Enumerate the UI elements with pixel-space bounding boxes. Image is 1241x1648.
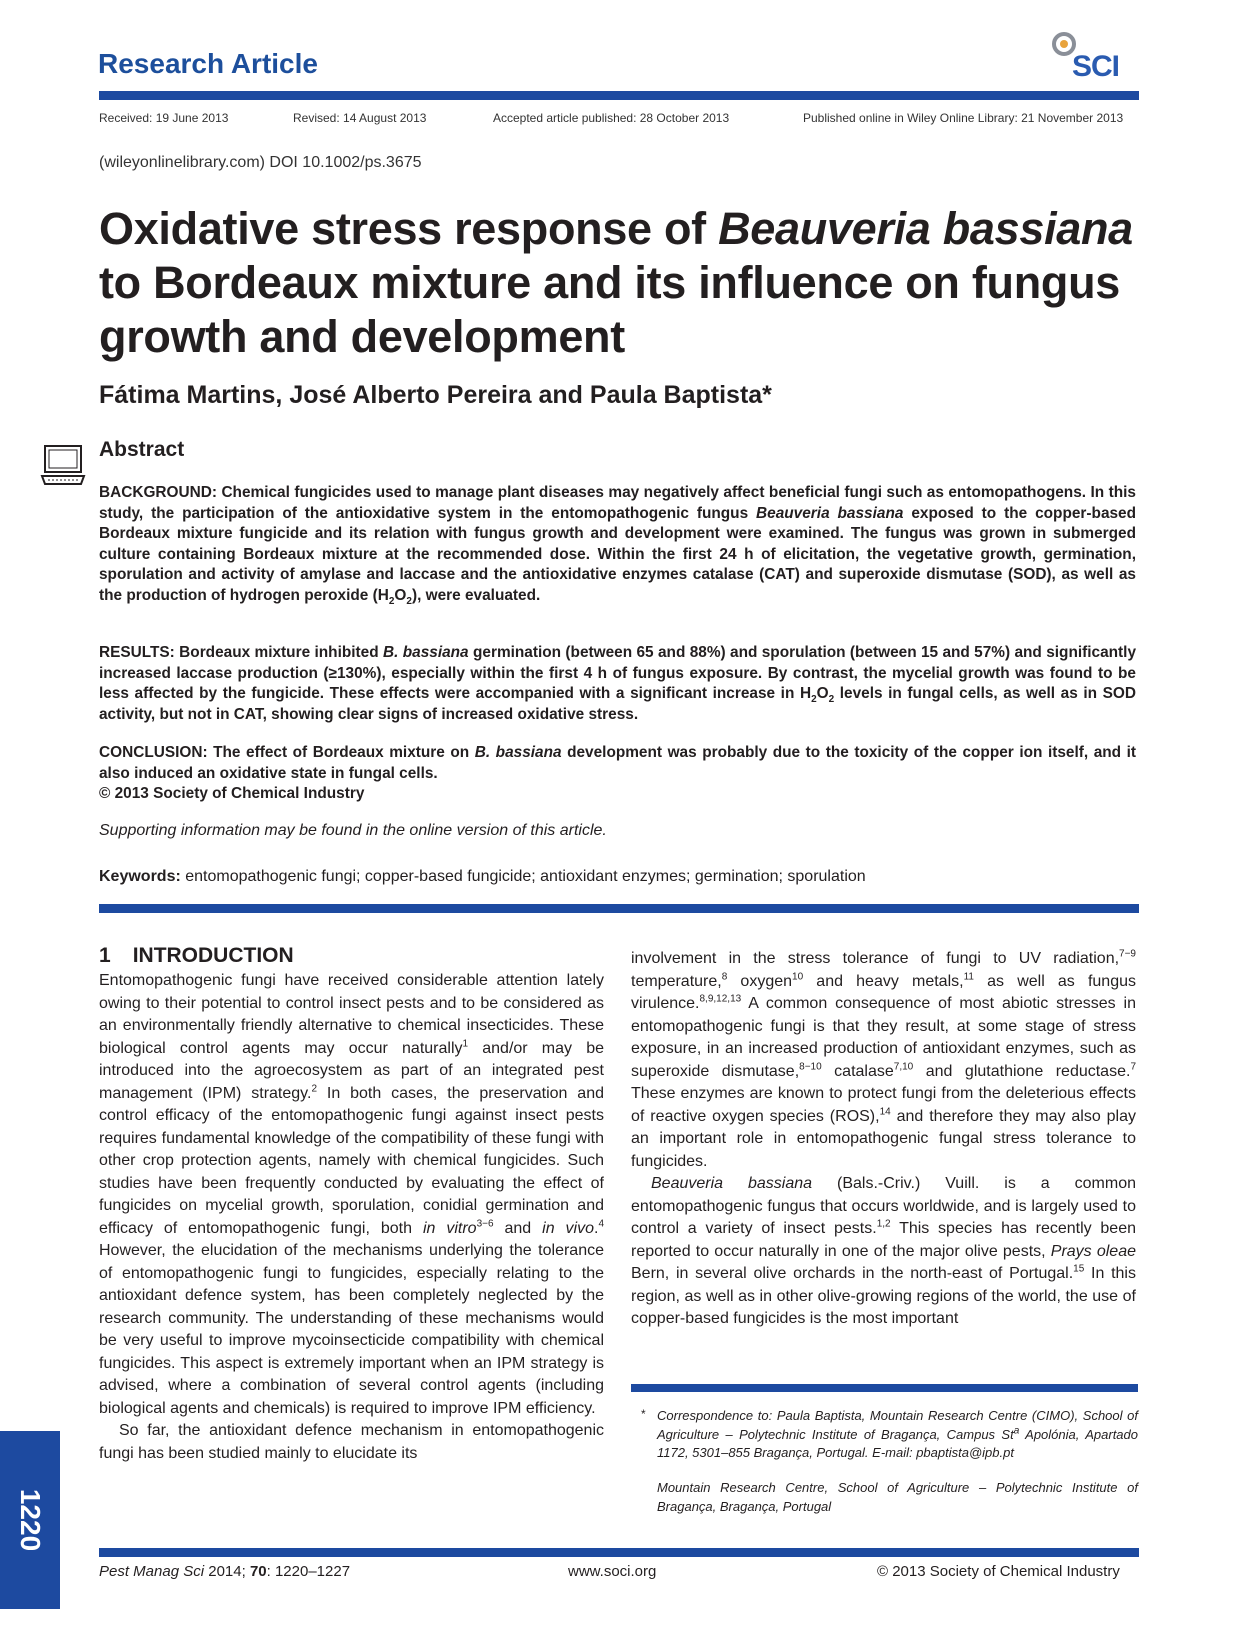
- intro-paragraph: Beauveria bassiana (Bals.-Criv.) Vuill. is a common entomopathogenic fungus that occurs worldwide, and is largely used to control a variety of insect pests.$^{1,2}$ This species has recently been reported to occur naturally in one of the major olive pests, Prays oleae Bern, in several olive orchards in the north-east of Portugal.$^{15}$ In this region, as well as in other olive-growing regions of the world, the use of copper-based fungicides is the most important: [631, 1175, 1137, 1327]
- sci-logo: [1050, 30, 1140, 82]
- abstract-results: RESULTS: Bordeaux mixture inhibited B. bassiana germination (between 65 and 88%) and sporulation (between 15 and 57%) and significantly increased laccase production (≥130%), especially within the first 4 h of fungus exposure. By contrast, the mycelial growth was found to be less affected by the fungicide. These effects were accompanied with a significant increase in $H_2O_2$ levels in fungal cells, as well as in SOD activity, but not in CAT, showing clear signs of increased oxidative stress.: [99, 644, 1136, 723]
- received-date: Received: 19 June 2013: [99, 111, 229, 125]
- supporting-info: Supporting information may be found in the online version of this article.: [99, 822, 607, 839]
- left-column: [99, 970, 604, 1465]
- page-number-tab: [0, 1431, 60, 1609]
- title-part1: Oxidative stress response of: [99, 203, 719, 254]
- sci-logo-text: SCI: [1072, 50, 1120, 83]
- doi[interactable]: (wileyonlinelibrary.com) DOI 10.1002/ps.3675: [99, 154, 422, 171]
- abstract-heading: Abstract: [99, 438, 185, 461]
- article-title: [99, 202, 1139, 364]
- journal-website[interactable]: www.soci.org: [568, 1563, 657, 1580]
- correspondence-rule: [631, 1384, 1138, 1392]
- affiliation-note: Mountain Research Centre, School of Agriculture – Polytechnic Institute of Bragança, Bragança, Portugal: [657, 1480, 1138, 1514]
- page-number: 1220: [15, 1488, 46, 1552]
- abstract-rule: [99, 904, 1139, 913]
- authors: Fátima Martins, José Alberto Pereira and Paula Baptista*: [99, 381, 772, 409]
- correspondence-marker: *: [641, 1407, 646, 1421]
- intro-paragraph: involvement in the stress tolerance of fungi to UV radiation,$^{7-9}$ temperature,$^8$ oxygen$^{10}$ and heavy metals,$^{11}$ as well as fungus virulence.$^{8,9,12,13}$ A common consequence of most abiotic stresses in entomopathogenic fungi is that they result, at some stage of stress exposure, in an increased production of antioxidant enzymes, such as superoxide dismutase,$^{8-10}$ catalase$^{7,10}$ and glutathione reductase.$^7$ These enzymes are known to protect fungi from the deleterious effects of reactive oxygen species (ROS),$^{14}$ and therefore they may also play an important role in entomopathogenic fungal stress tolerance to fungicides.: [631, 948, 1136, 1170]
- intro-paragraph: Entomopathogenic fungi have received considerable attention lately owing to their potential to control insect pests and to be considered as an environmentally friendly alternative to chemical insecticides. These biological control agents may occur naturally$^1$ and/or may be introduced into the agroecosystem as part of an integrated pest management (IPM) strategy.$^2$ In both cases, the preservation and control efficacy of the entomopathogenic fungi against insect pests requires fundamental knowledge of the compatibility of these fungi with other crop protection agents, namely with chemical fungicides. Such studies have been frequently conducted by evaluating the effect of fungicides on mycelial growth, sporulation, conidial germination and efficacy of entomopathogenic fungi, both in vitro$^{3-6}$ and in vivo.$^4$ However, the elucidation of the mechanisms underlying the tolerance of entomopathogenic fungi to fungicides, especially relating to the antioxidant defence system, has been completely neglected by the research community. The understanding of these mechanisms would be very useful to improve mycoinsecticide compatibility with chemical fungicides. This aspect is extremely important when an IPM strategy is advised, where a combination of several control agents (including biological agents and chemicals) is required to improve IPM efficiency.: [99, 972, 605, 1417]
- section-label: Research Article: [98, 48, 318, 79]
- footer-rule: [99, 1548, 1139, 1557]
- revised-date: Revised: 14 August 2013: [293, 111, 427, 125]
- abstract-background: BACKGROUND: Chemical fungicides used to manage plant diseases may negatively affect beneficial fungi such as entomopathogens. In this study, the participation of the antioxidative system in the entomopathogenic fungus Beauveria bassiana exposed to the copper-based Bordeaux mixture fungicide and its relation with fungus growth and development were examined. The fungus was grown in submerged culture containing Bordeaux mixture at the recommended dose. Within the first 24 h of elicitation, the vegetative growth, germination, sporulation and activity of amylase and laccase and the antioxidative enzymes catalase (CAT) and superoxide dismutase (SOD), as well as the production of hydrogen peroxide $(H_2O_2)$, were evaluated.: [99, 484, 1137, 607]
- intro-heading: 1 INTRODUCTION: [99, 944, 294, 967]
- right-column: [631, 948, 1136, 1331]
- laptop-icon: [40, 444, 86, 491]
- keywords-list: entomopathogenic fungi; copper-based fungicide; antioxidant enzymes; germination; sporulation: [180, 868, 866, 885]
- intro-paragraph: So far, the antioxidant defence mechanism in entomopathogenic fungi has been studied mainly to elucidate its: [99, 1422, 604, 1462]
- correspondence-note: Correspondence to: Paula Baptista, Mountain Research Centre (CIMO), School of Agriculture – Polytechnic Institute of Bragança, Campus St$^a$ Apolónia, Apartado 1172, 5301–855 Bragança, Portugal. E-mail: pbaptista@ipb.pt: [657, 1408, 1138, 1460]
- abstract-copyright: © 2013 Society of Chemical Industry: [99, 785, 365, 802]
- accepted-date: Accepted article published: 28 October 2013: [493, 111, 730, 125]
- title-species: Beauveria bassiana: [718, 203, 1133, 254]
- title-part2: to Bordeaux mixture and its influence on fungus growth and development: [99, 257, 1120, 362]
- abstract-conclusion: CONCLUSION: The effect of Bordeaux mixture on B. bassiana development was probably due to the toxicity of the copper ion itself, and it also induced an oxidative state in fungal cells. © 2013 Society of Chemical Industry: [99, 744, 1136, 802]
- journal-citation: Pest Manag Sci 2014; 70: 1220–1227: [99, 1563, 351, 1580]
- header-rule: [99, 91, 1139, 100]
- keywords-label: Keywords:: [99, 868, 181, 885]
- footer-copyright: © 2013 Society of Chemical Industry: [877, 1563, 1120, 1580]
- published-date: Published online in Wiley Online Library: 21 November 2013: [803, 111, 1124, 125]
- keywords: [99, 868, 866, 886]
